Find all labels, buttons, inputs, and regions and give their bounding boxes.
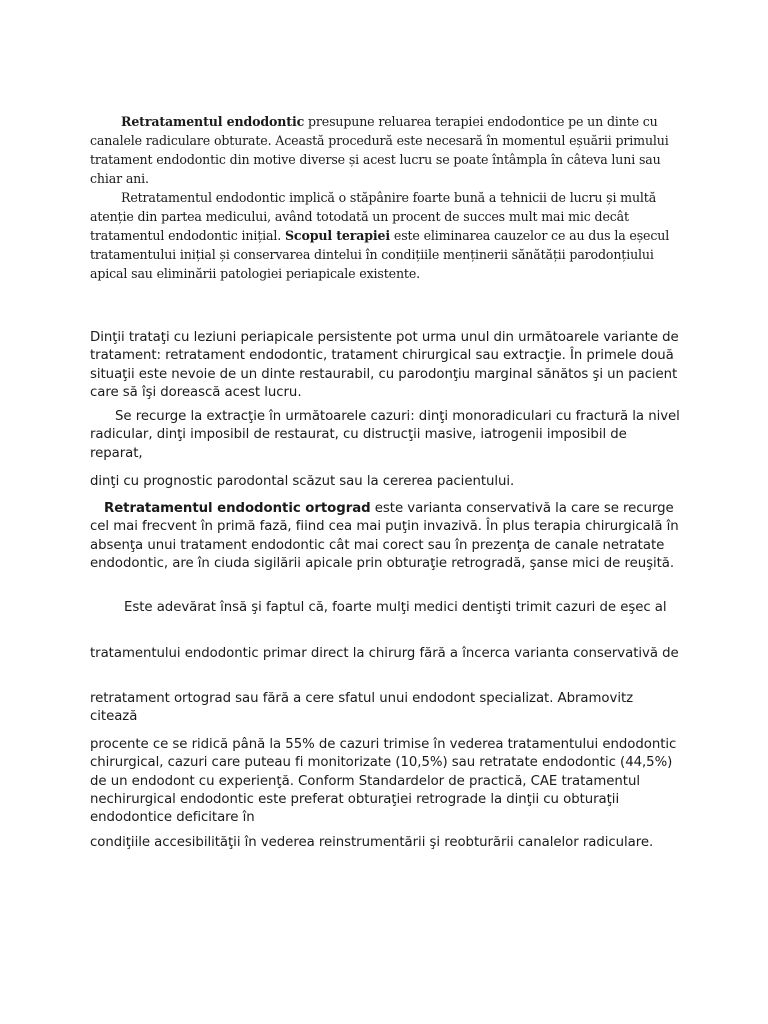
paragraph-6-text: este varianta conservativă la care se recurge cel mai frecvent în primă fază, fiind cea mai puţin invazivă. În plus terapia chirurgicală în absenţa unui tratament endodontic cât mai corect sau în prezenţa de canale netratate endodontic, are în ciuda sigilării apicale prin obturaţie retrogradă, şanse mici de reuşită. bbox=[90, 501, 679, 571]
paragraph-4 bbox=[90, 408, 680, 463]
paragraph-10 bbox=[90, 736, 680, 827]
paragraph-9 bbox=[90, 690, 680, 727]
paragraph-5 bbox=[90, 473, 680, 491]
paragraph-11 bbox=[90, 834, 680, 852]
paragraph-8-text: tratamentului endodontic primar direct la chirurg fără a încerca varianta conservativă de bbox=[90, 646, 679, 661]
paragraph-2-text-1: Retratamentul endodontic implică o stăpânire foarte bună a tehnicii de lucru și multă atenție din partea medicului, având totodată un procent de succes mult mai mic decât tratamentul endodontic inițial. bbox=[90, 190, 657, 243]
paragraph-7-text: Este adevărat însă şi faptul că, foarte mulţi medici dentişti trimit cazuri de eşec al bbox=[124, 600, 667, 615]
paragraph-2-bold: Scopul terapiei bbox=[284, 228, 391, 243]
paragraph-6 bbox=[90, 500, 680, 573]
serif-paragraph-2 bbox=[90, 188, 680, 283]
paragraph-6-bold-lead: Retratamentul endodontic ortograd bbox=[104, 501, 371, 516]
paragraph-4-text: Se recurge la extracţie în următoarele cazuri: dinţi monoradiculari cu fractură la nivel radicular, dinţi imposibil de restaurat, cu distrucţii masive, iatrogenii imposibil de reparat, bbox=[90, 409, 680, 461]
paragraph-1-text: presupune reluarea terapiei endodontice pe un dinte cu canalele radiculare obturate. Această procedură este necesară în momentul eșuării primului tratament endodontic din motive diverse și acest lucru se poate întâmpla în câteva luni sau chiar ani. bbox=[90, 114, 669, 186]
paragraph-3-text: Dinţii trataţi cu leziuni periapicale persistente pot urma unul din următoarele variante de tratament: retratament endodontic, tratament chirurgical sau extracţie. În primele două situaţii este nevoie de un dinte restaurabil, cu parodonţiu marginal sănătos şi un pacient care să îşi dorească acest lucru. bbox=[90, 330, 679, 400]
paragraph-11-text: condiţiile accesibilităţii în vederea reinstrumentării şi reobturării canalelor radiculare. bbox=[90, 835, 654, 850]
paragraph-3 bbox=[90, 329, 680, 402]
paragraph-1-bold-lead: Retratamentul endodontic bbox=[121, 114, 305, 129]
paragraph-9-text: retratament ortograd sau fără a cere sfatul unui endodont specializat. Abramovitz citează bbox=[90, 691, 634, 725]
paragraph-10-text: procente ce se ridică până la 55% de cazuri trimise în vederea tratamentului endodontic chirurgical, cazuri care puteau fi monitorizate (10,5%) sau retratate endodontic (44,5%) de un endodont cu experienţă. Conform Standardelor de practică, CAE tratamentul nechirurgical endodontic este preferat obturaţiei retrograde la dinţii cu obturaţii endodontice deficitare în bbox=[90, 737, 677, 826]
paragraph-7 bbox=[90, 599, 680, 617]
paragraph-2-text-2: este eliminarea cauzelor ce au dus la eșecul tratamentului inițial și conservarea dintelui în condițiile menținerii sănătății parodonțiului apical sau eliminării patologiei periapicale existente. bbox=[90, 228, 670, 281]
paragraph-8 bbox=[90, 645, 680, 663]
serif-paragraph-1 bbox=[90, 112, 680, 188]
paragraph-5-text: dinţi cu prognostic parodontal scăzut sau la cererea pacientului. bbox=[90, 474, 515, 489]
